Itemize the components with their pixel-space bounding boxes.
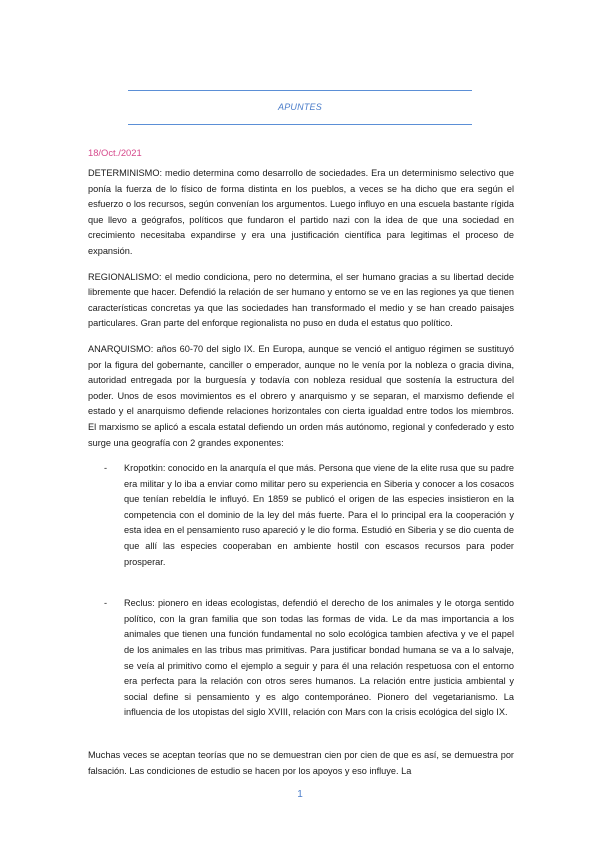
header-bottom-rule [128, 124, 472, 125]
list-item-text: Kropotkin: conocido en la anarquía el que más. Persona que viene de la elite rusa que su padre era militar y lo iba a enviar como militar pero su experiencia en Siberia y conocer a los cosacos que tenían rebeldía le influyó. En 1859 se publicó el origen de las especies insistieron en la competencia con el dominio de la ley del más fuerte. Para el lo principal era la cooperación y esta idea en el pensamiento ruso apareció y le dio forma. Estudió en Siberia y se dio cuenta de que allí las especies cooperaban en ambiente hostil con escasos recursos para poder prosperar. [124, 463, 514, 567]
list-item-kropotkin [88, 461, 514, 570]
list-item-reclus [88, 596, 514, 721]
date-label: 18/Oct./2021 [88, 147, 142, 158]
list-item-text: Reclus: pionero en ideas ecologistas, defendió el derecho de los animales y le otorga sentido político, con la gran familia que son todas las formas de vida. Le da mas importancia a los animales que tienen una función fundamental no solo ecológica tambien afectiva y ve el papel de los animales en las tribus mas primitivas. Para justificar bondad humana se va a lo salvaje, se veía al primitivo como el ejemplo a seguir y para él una relación respetuosa con el entorno era perfecta para la relación con otros seres humanos. La relación entre justicia ambiental y social define si pensamiento y es algo contemporáneo. Pionero del vegetarianismo. La influencia de los utopistas del siglo XVIII, relación con Mars con la crisis ecológica del siglo IX. [124, 598, 514, 718]
header-top-rule [128, 90, 472, 91]
closing-paragraph: Muchas veces se aceptan teorías que no se demuestran cien por cien de que es así, se demuestra por falsación. Las condiciones de estudio se hacen por los apoyos y eso influye. La [88, 750, 514, 776]
list-bullet: - [104, 598, 108, 609]
paragraph-regionalismo: REGIONALISMO: el medio condiciona, pero no determina, el ser humano gracias a su libertad decide libremente que hacer. Defendió la relación de ser humano y entorno se ve en las regiones ya que tienen características concretas ya que las sociedades han transformado el medio y se han creado paisajes particulares. Gran parte del enforque regionalista no puso en duda el estatus quo político. [88, 271, 514, 329]
paragraph-determinismo: DETERMINISMO: medio determina como desarrollo de sociedades. Era un determinismo selectivo que ponía la fuerza de lo físico de forma distinta en los pueblos, a veces se ha dicho que era según el esfuerzo o los recursos, según convenían los argumentos. Luego influyo en una escuela bastante rígida que llevo a geógrafos, políticos que fundaron el partido nazi con la idea de que una sociedad en crecimiento necesitaba expandirse y era una justificación científica para legitimas el proceso de expansión. [88, 168, 514, 256]
document-body [88, 166, 514, 721]
paragraph-anarquismo: ANARQUISMO: años 60-70 del siglo IX. En Europa, aunque se venció el antiguo régimen se sustituyó por la figura del gobernante, canciller o emperador, aunque no le venía por la nobleza o gracia divina, autoridad entregada por la burguesía y todavía con nobleza residual que sostenía la estructura del poder. Unos de esos movimientos es el obrero y anarquismo y se separan, el marxismo defiende el estado y el anarquismo defiende relaciones horizontales con cierta igualdad entre todos los miembros. El marxismo se aplicó a escala estatal defiendo un orden más autónomo, regional y confederado y esto surge una geografía con 2 grandes exponentes: [88, 343, 514, 448]
page-number: 1 [297, 789, 303, 800]
exponents-list [88, 461, 514, 721]
list-bullet: - [104, 463, 108, 474]
header-title: APUNTES [278, 102, 322, 112]
